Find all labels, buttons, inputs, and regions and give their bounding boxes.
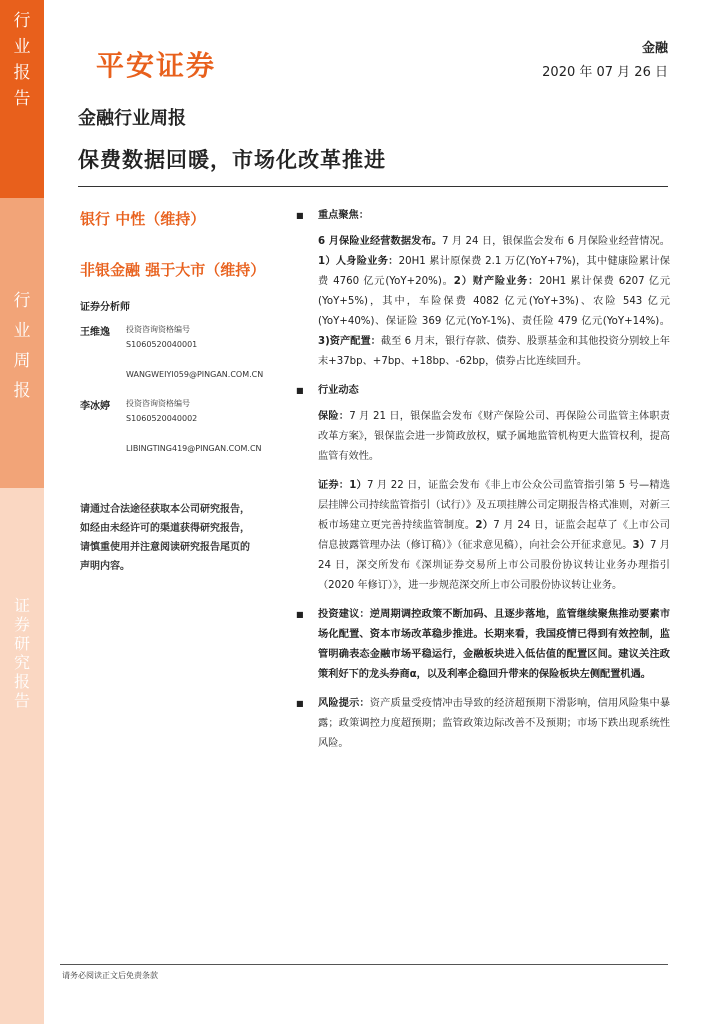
advice-paragraph [318, 605, 670, 685]
analyst-cert-label: 投资咨询资格编号 [126, 399, 190, 408]
advice-text: 逆周期调控政策不断加码、且逐步落地，监管继续聚焦推动要素市场化配置、资本市场改革稳步推进。长期来看，我国疫情已得到有效控制，监管明确表态金融市场平稳运行，金融板块进入低估值的配置区间。建议关注政策利好下的龙头券商α，以及利率企稳回升带来的保险板块左侧配置机遇。 [318, 609, 671, 680]
bullet-icon: ■ [296, 699, 304, 708]
sidebar-research [0, 488, 44, 1024]
sidebar-weekly [0, 198, 44, 488]
focus-p3-bold: 3)资产配置： [318, 336, 381, 347]
header-divider [78, 186, 668, 187]
report-type: 金融行业周报 [78, 108, 186, 129]
sidebar-report-type [0, 0, 44, 198]
focus-p2-bold: 2）财产险业务： [453, 276, 540, 287]
securities-label: 证券： [318, 480, 350, 491]
disclaimer-note: 请通过合法途径获取本公司研究报告，如经由未经许可的渠道获得研究报告，请慎重使用并注意阅读研究报告尾页的声明内容。 [80, 504, 250, 572]
risk-text: 资产质量受疫情冲击导致的经济超预期下滑影响，信用风险集中暴露；政策调控力度超预期；监管政策边际改善不及预期；市场下跌出现系统性风险。 [318, 698, 671, 749]
focus-p2-text: 20H1 累计保费 6207 亿元(YoY+5%)，其中，车险保费 4082 亿元(YoY+3%)、农险 543 亿元(YoY+40%)、保证险 369 亿元(YoY-1%)、责任险 479 亿元(YoY+14%)。 [318, 276, 671, 327]
focus-paragraph [318, 232, 670, 372]
insurance-text: 7 月 21 日，银保监会发布《财产保险公司、再保险公司监管主体职责改革方案》，银保监会进一步简政放权，赋予属地监管机构更大监管权利，提高监管有效性。 [318, 411, 670, 462]
sec-item-3: 7 月 24 日，深交所发布《深圳证券交易所上市公司股份协议转让业务办理指引（2020 年修订）》，进一步规范深交所上市公司股份协议转让业务。 [318, 540, 670, 591]
analyst-email[interactable]: WANGWEIYI059@PINGAN.COM.CN [126, 370, 264, 379]
securities-paragraph [318, 476, 670, 596]
analyst-name: 王维逸 [80, 327, 110, 338]
insurance-label: 保险： [318, 411, 350, 422]
risk-paragraph [318, 694, 670, 754]
sec-item-3-num: 3） [632, 540, 650, 551]
analyst-email[interactable]: LIBINGTING419@PINGAN.COM.CN [126, 444, 262, 453]
sec-item-2-num: 2） [475, 520, 494, 531]
focus-text: 7 月 24 日，银保监会发布 6 月保险业经营情况。 [442, 236, 670, 247]
section-heading: 行业动态 [318, 385, 359, 396]
report-title: 保费数据回暖，市场化改革推进 [78, 148, 386, 172]
focus-p1-text: 20H1 累计原保费 2.1 万亿(YoY+7%)，其中健康险累计保费 4760 亿元(YoY+20%)。 [318, 256, 670, 287]
footer-divider [60, 964, 668, 965]
sidebar-text-2: 行业周报 [13, 291, 31, 401]
category-label: 金融 [641, 41, 668, 56]
insurance-paragraph [318, 407, 670, 467]
sec-item-1-num: 1） [349, 480, 367, 491]
analyst-label: 证券分析师 [80, 302, 130, 313]
analyst-cert-no: S1060520040001 [126, 340, 198, 349]
sec-item-2: 7 月 24 日，证监会起草了《上市公司信息披露管理办法（修订稿）》（征求意见稿），向社会公开征求意见。 [318, 520, 670, 551]
bullet-icon: ■ [296, 211, 304, 220]
advice-section [296, 605, 671, 685]
focus-p1-bold: 1）人身险业务： [318, 256, 399, 267]
section-heading: 重点聚焦： [318, 210, 369, 221]
sidebar-text-3: 证券研究报告 [13, 596, 30, 710]
sec-item-1: 7 月 22 日，证监会发布《非上市公众公司监管指引第 5 号—精选层挂牌公司持续监管指引（试行）》及五项挂牌公司定期报告格式准则，对新三板市场建立更完善持续监管制度。 [318, 480, 671, 531]
risk-section [296, 694, 671, 754]
industry-section [296, 381, 671, 596]
focus-p3-text: 截至 6 月末，银行存款、债券、股票基金和其他投资分别较上年末+37bp、+7bp、+18bp、-62bp，债券占比连续回升。 [318, 336, 670, 367]
footer-note: 请务必阅读正文后免责条款 [62, 971, 158, 980]
bullet-icon: ■ [296, 386, 304, 395]
report-date: 2020 年 07 月 26 日 [542, 65, 668, 80]
analyst-name: 李冰婷 [80, 401, 110, 412]
advice-heading: 投资建议： [318, 609, 370, 620]
rating-nonbank: 非银金融 强于大市（维持） [80, 261, 266, 279]
key-focus-section [296, 206, 671, 372]
bullet-icon: ■ [296, 610, 304, 619]
risk-heading: 风险提示： [318, 698, 370, 709]
analyst-cert-no: S1060520040002 [126, 414, 198, 423]
focus-bold: 6 月保险业经营数据发布。 [318, 236, 443, 247]
sidebar-text-1: 行业报告 [13, 11, 31, 109]
rating-bank: 银行 中性（维持） [80, 210, 206, 228]
analyst-cert-label: 投资咨询资格编号 [126, 325, 190, 334]
company-logo: 平安证券 [96, 49, 217, 82]
main-content [296, 206, 671, 763]
